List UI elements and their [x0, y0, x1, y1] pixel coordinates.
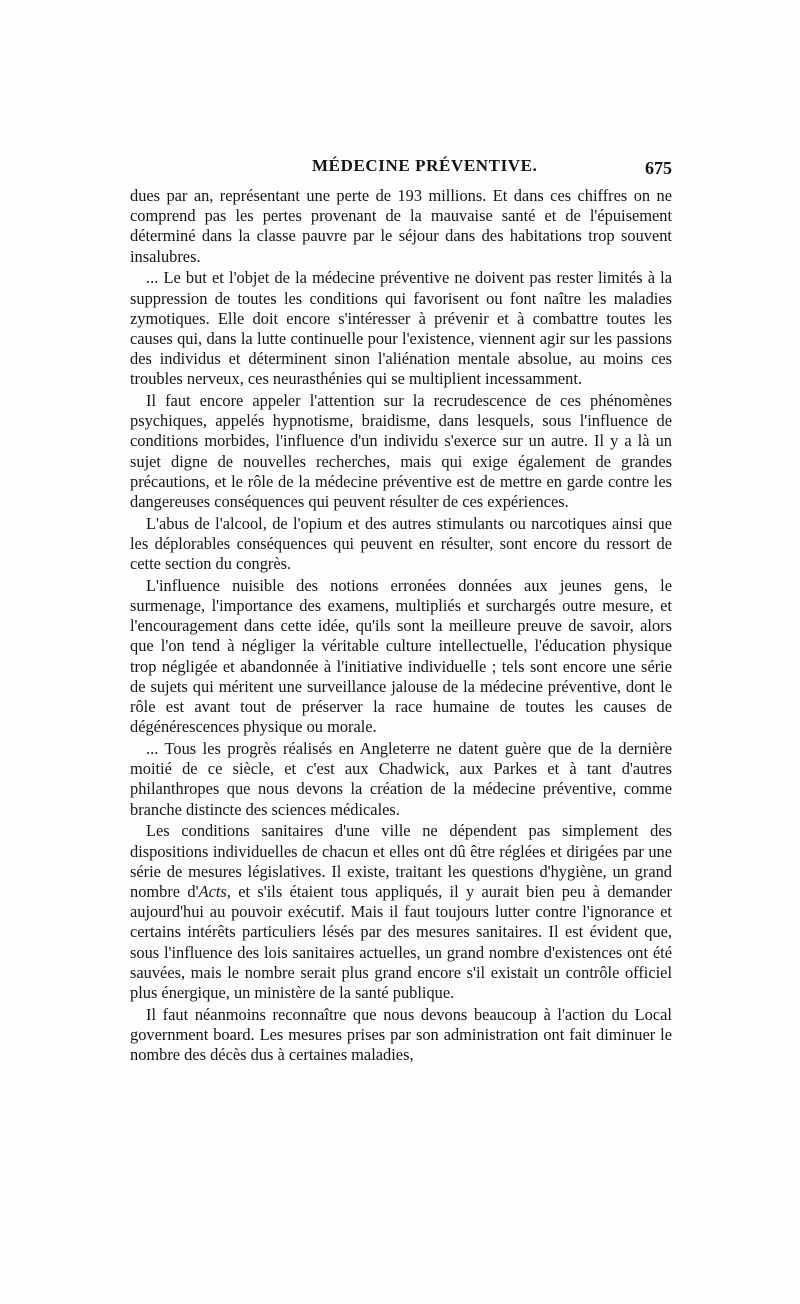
- paragraph-england-progress: ... Tous les progrès réalisés en Angleterre ne datent guère que de la dernière moitié de ce siècle, et c'est aux Chadwick, aux Parkes et à tant d'autres philanthropes que nous devons la création de la médecine préventive, comme branche distincte des sciences médicales.: [130, 738, 672, 819]
- paragraph-sanitary-conditions: Les conditions sanitaires d'une ville ne dépendent pas simplement des dispositions individuelles de chacun et elles ont dû être réglées et dirigées par une série de mesures législatives. Il existe, traitant les questions d'hygiène, un grand nombre d'Acts, et s'ils étaient tous appliqués, il y aurait bien peu à demander aujourd'hui au pouvoir exécutif. Mais il faut toujours lutter contre l'ignorance et certains intérêts particuliers lésés par des mesures sanitaires. Il est évident que, sous l'influence des lois sanitaires actuelles, un grand nombre d'existences ont été sauvées, mais le nombre serait plus grand encore s'il existait un contrôle officiel plus énergique, un ministère de la santé publique.: [130, 821, 672, 1002]
- running-title: MÉDECINE PRÉVENTIVE.: [312, 156, 538, 175]
- paragraph-alcohol-opium: L'abus de l'alcool, de l'opium et des autres stimulants ou narcotiques ainsi que les déplorables conséquences qui peuvent en résulter, sont encore du ressort de cette section du congrès.: [130, 513, 672, 574]
- page-number: 675: [645, 158, 672, 178]
- paragraph-continuation: dues par an, représentant une perte de 193 millions. Et dans ces chiffres on ne comprend pas les pertes provenant de la mauvaise santé et de l'épuisement déterminé dans la classe pauvre par le séjour dans des habitations trop souvent insalubres.: [130, 186, 672, 266]
- body-text: [130, 186, 672, 1067]
- paragraph-preventive-medicine-goal: ... Le but et l'objet de la médecine préventive ne doivent pas rester limités à la suppression de toutes les conditions qui favorisent ou font naître les maladies zymotiques. Elle doit encore s'intéresser à prévenir et à combattre toutes les causes qui, dans la lutte continuelle pour l'existence, viennent agir sur les passions des individus et déterminent sinon l'aliénation mentale absolue, au moins ces troubles nerveux, ces neurasthénies qui se multiplient incessamment.: [130, 268, 672, 389]
- page-header: [130, 152, 672, 182]
- paragraph-hypnotism: Il faut encore appeler l'attention sur la recrudescence de ces phénomènes psychiques, appelés hypnotisme, braidisme, dans lesquels, sous l'influence de conditions morbides, l'influence d'un individu s'exerce sur un autre. Il y a là un sujet digne de nouvelles recherches, mais qui exige également de grandes précautions, et le rôle de la médecine préventive est de mettre en garde contre les dangereuses conséquences qui peuvent résulter de ces expériences.: [130, 391, 672, 512]
- paragraph-education-overwork: L'influence nuisible des notions erronées données aux jeunes gens, le surmenage, l'importance des examens, multipliés et surchargés outre mesure, et l'encouragement dans cette idée, qu'ils sont la meilleure preuve de savoir, alors que l'on tend à négliger la véritable culture intellectuelle, l'éducation physique trop négligée et abandonnée à l'initiative individuelle ; tels sont encore une série de sujets qui méritent une surveillance jalouse de la médecine préventive, dont le rôle est avant tout de préserver la race humaine de toutes les causes de dégénérescences physique ou morale.: [130, 575, 672, 737]
- paragraph-local-government-board: Il faut néanmoins reconnaître que nous devons beaucoup à l'action du Local government board. Les mesures prises par son administration ont fait diminuer le nombre des décès dus à certaines maladies,: [130, 1004, 672, 1065]
